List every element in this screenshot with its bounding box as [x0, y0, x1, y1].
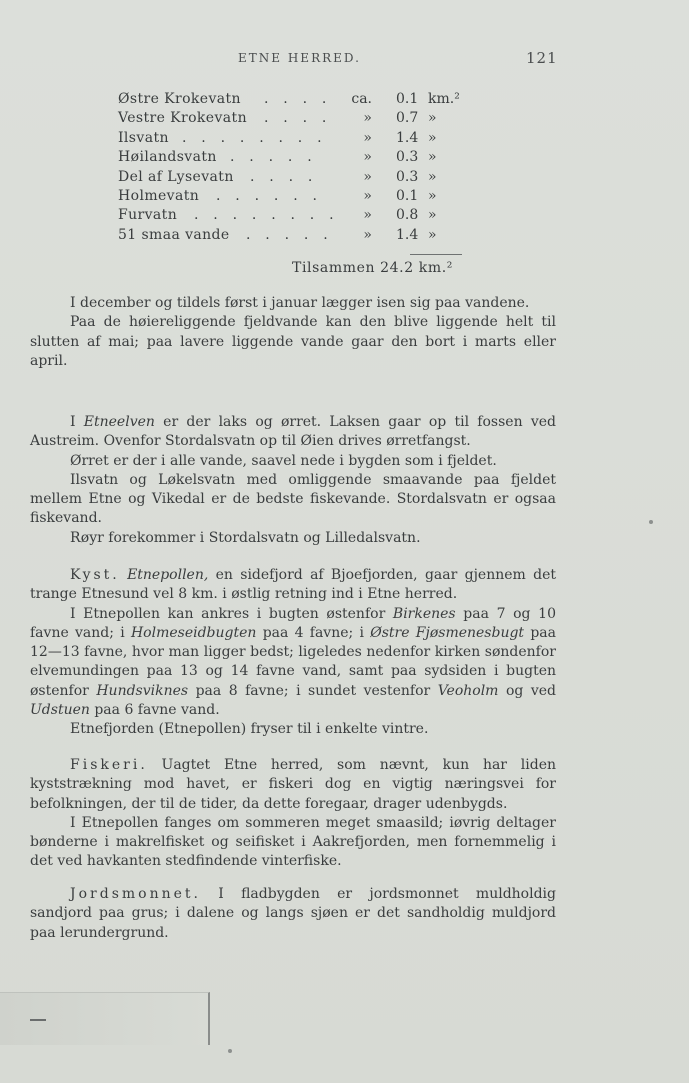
paragraph: Kyst. Etnepollen, en sidefjord af Bjoefjorden, gaar gjennem det trange Etnesund vel 8 km. i østlig retning ind i Etne herred.: [30, 567, 556, 603]
paragraph: I december og tildels først i januar lægger isen sig paa vandene.: [70, 295, 530, 311]
lake-area-table: [118, 90, 478, 245]
leader-dots: . . . . .: [230, 149, 317, 166]
section-fiskeri: [30, 756, 556, 872]
table-row: [118, 187, 478, 206]
lake-prefix: »: [363, 129, 372, 146]
lake-area-value: 0.8: [396, 207, 419, 224]
paragraph: Røyr forekommer i Stordalsvatn og Lilledalsvatn.: [70, 529, 421, 546]
place-name: Birkenes: [392, 605, 456, 622]
lake-prefix: »: [363, 226, 372, 243]
lake-unit: km.²: [428, 91, 460, 107]
lake-name: Del af Lysevatn: [118, 168, 234, 185]
leader-dots: . . . . . .: [216, 187, 323, 204]
lake-area-value: 1.4: [396, 129, 419, 146]
paragraph: I Etnepollen fanges om sommeren meget smaasild; iøvrig deltager bønderne i makrelfisket og seifisket i Aakrefjorden, men fornemmelig i det ved havkanten stedfindende vinterfiske.: [30, 814, 556, 870]
leader-dots: . . . . . . . .: [194, 207, 339, 224]
scan-mark: [30, 1019, 46, 1021]
section-fish: [30, 413, 556, 548]
paragraph: Fiskeri. Uagtet Etne herred, som nævnt, kun har liden kyststrækning mod havet, er fiskeri dog en vigtig næringsvei for befolkningen, der til de tider, da dette foregaar, drager udenbygds.: [30, 757, 556, 812]
leader-dots: . . . .: [264, 91, 332, 107]
lake-name: Holmevatn: [118, 187, 200, 204]
place-name: Hundsviknes: [96, 682, 189, 699]
running-header: [0, 51, 689, 71]
lake-name: Vestre Krokevatn: [118, 110, 247, 127]
lake-unit: »: [428, 226, 437, 243]
section-heading: Jordsmonnet.: [70, 886, 201, 902]
place-name: Udstuen: [30, 702, 90, 719]
section-ice: [30, 294, 556, 371]
place-name: Holmeseidbugten: [130, 624, 257, 641]
place-name: Etneelven: [83, 414, 155, 430]
place-name: Østre Fjøsmenesbugt: [370, 624, 525, 641]
place-name: Etnepollen,: [127, 567, 209, 583]
lake-unit: »: [428, 168, 437, 185]
table-row: [118, 109, 478, 128]
place-name: Veoholm: [437, 682, 499, 699]
table-row: [118, 148, 478, 167]
running-header-title: ETNE HERRED.: [238, 51, 361, 65]
section-heading: Kyst.: [70, 567, 120, 583]
paragraph: I Etnepollen kan ankres i bugten østenfor Birkenes paa 7 og 10 favne vand; i Holmeseidbugten paa 4 favne; i Østre Fjøsmenesbugt paa 12—13 favne, hvor man ligger bedst; ligeledes nedenfor kirken søndenfor elvemundingen paa 13 og 14 favne vand, samt paa sydsiden i bugten østenfor Hundsviknes paa 8 favne; i sundet vestenfor Veoholm og ved Udstuen paa 6 favne vand.: [30, 605, 556, 719]
lake-name: Ilsvatn: [118, 129, 169, 146]
lake-prefix: »: [363, 207, 372, 224]
section-jordsmonnet: [30, 885, 556, 943]
table-row: [118, 129, 478, 148]
table-row: [118, 226, 478, 245]
table-row: [118, 168, 478, 187]
lake-name: Østre Krokevatn: [118, 91, 241, 107]
lake-area-value: 0.3: [396, 149, 419, 166]
paragraph: Ørret er der i alle vande, saavel nede i bygden som i fjeldet.: [70, 452, 497, 469]
paragraph: Ilsvatn og Løkelsvatn med omliggende smaavande paa fjeldet mellem Etne og Vikedal er de bedste fiskevande. Stordalsvatn er ogsaa fiskevand.: [30, 471, 556, 527]
table-row: [118, 90, 478, 109]
lake-unit: »: [428, 110, 437, 127]
leader-dots: . . . .: [264, 110, 332, 127]
scan-edge-artifact: [0, 992, 210, 1045]
lake-name: Høilandsvatn: [118, 149, 217, 166]
lake-area-value: 0.7: [396, 110, 419, 127]
section-kyst: [30, 566, 556, 740]
paragraph: Jordsmonnet. I fladbygden er jordsmonnet muldholdig sandjord paa grus; i dalene og langs sjøen er det sandholdig muldjord paa lerundergrund.: [30, 886, 556, 941]
paper-speck: [228, 1049, 232, 1053]
paper-speck: [649, 520, 653, 524]
lake-unit: »: [428, 187, 437, 204]
paragraph: Etnefjorden (Etnepollen) fryser til i enkelte vintre.: [70, 721, 429, 738]
lake-area-value: 0.1: [396, 187, 419, 204]
table-row: [118, 206, 478, 225]
lake-name: Furvatn: [118, 207, 178, 224]
sum-rule-line: [410, 254, 462, 255]
lake-prefix: ca.: [351, 91, 372, 107]
lake-prefix: »: [363, 187, 372, 204]
lake-prefix: »: [363, 168, 372, 185]
lake-unit: »: [428, 129, 437, 146]
section-heading: Fiskeri.: [70, 757, 148, 773]
lake-area-value: 1.4: [396, 226, 419, 243]
lake-prefix: »: [363, 149, 372, 166]
lake-unit: »: [428, 149, 437, 166]
page-number: 121: [526, 49, 558, 67]
lake-area-value: 0.1: [396, 91, 419, 107]
lake-name: 51 smaa vande: [118, 226, 230, 243]
leader-dots: . . . . .: [246, 226, 333, 243]
leader-dots: . . . .: [250, 168, 318, 185]
lake-area-value: 0.3: [396, 168, 419, 185]
lake-unit: »: [428, 207, 437, 224]
paragraph: Paa de høiereliggende fjeldvande kan den blive liggende helt til slutten af mai; paa lavere liggende vande gaar den bort i marts eller april.: [30, 314, 556, 369]
total-area: Tilsammen 24.2 km.²: [292, 260, 453, 276]
paragraph: I Etneelven er der laks og ørret. Laksen gaar op til fossen ved Austreim. Ovenfor Stordalsvatn op til Øien drives ørretfangst.: [30, 414, 556, 450]
leader-dots: . . . . . . . .: [182, 129, 327, 146]
lake-prefix: »: [363, 110, 372, 127]
